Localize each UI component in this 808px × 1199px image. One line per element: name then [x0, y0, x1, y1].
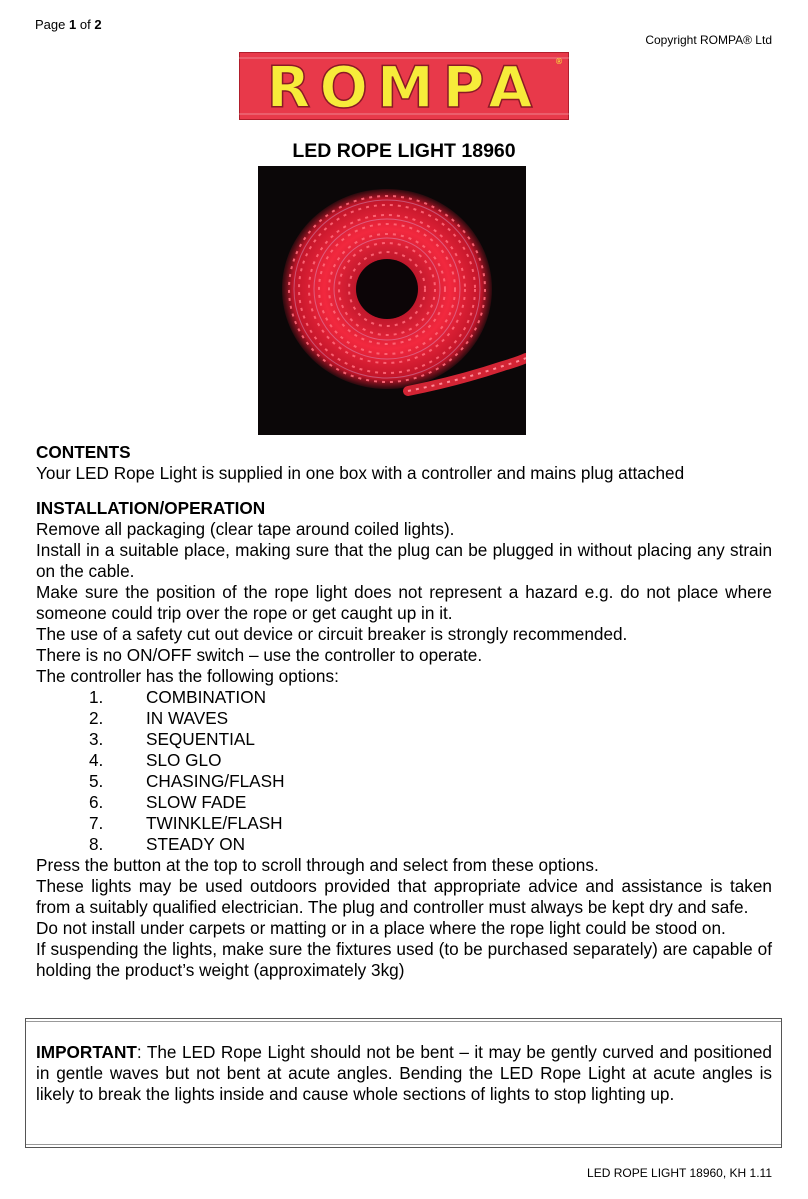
page-of: of [79, 17, 91, 32]
list-item-label: SLOW FADE [146, 792, 247, 812]
list-item-number: 5. [89, 771, 104, 791]
list-item-number: 6. [89, 792, 104, 812]
list-item-number: 8. [89, 834, 104, 854]
page-current: 1 [69, 17, 77, 32]
important-text: : The LED Rope Light should not be bent – it may be gently curved and positioned in gentle waves but not bent at acute angles. Bending the LED Rope Light at acute angles is likely to break the lights inside and cause whole sections of lights to stop lighting up. [36, 1042, 772, 1104]
logo-registered-mark: ® [555, 57, 563, 66]
list-item-number: 4. [89, 750, 104, 770]
contents-heading: CONTENTS [36, 442, 131, 462]
list-item-number: 2. [89, 708, 104, 728]
important-notice [36, 1042, 772, 1105]
paragraph: There is no ON/OFF switch – use the controller to operate. [36, 645, 483, 665]
contents-text: Your LED Rope Light is supplied in one box with a controller and mains plug attached [36, 463, 685, 483]
list-item [36, 792, 772, 813]
installation-heading: INSTALLATION/OPERATION [36, 498, 266, 518]
page-label: Page [35, 17, 66, 32]
footer-reference: LED ROPE LIGHT 18960, KH 1.11 [587, 1166, 772, 1180]
page-total: 2 [94, 17, 102, 32]
paragraph: Install in a suitable place, making sure that the plug can be plugged in without placing any strain on the cable. [36, 540, 772, 581]
list-item [36, 750, 772, 771]
list-item-label: CHASING/FLASH [146, 771, 285, 791]
page-title: LED ROPE LIGHT 18960 [292, 140, 516, 162]
paragraph: If suspending the lights, make sure the fixtures used (to be purchased separately) are capable of holding the product’s weight (approximately 3kg) [36, 939, 772, 980]
list-item-number: 1. [89, 687, 104, 707]
list-item [36, 771, 772, 792]
list-item-label: COMBINATION [146, 687, 266, 707]
paragraph: These lights may be used outdoors provided that appropriate advice and assistance is taken from a suitably qualified electrician. The plug and controller must always be kept dry and safe. [36, 876, 772, 917]
paragraph: Make sure the position of the rope light does not represent a hazard e.g. do not place where someone could trip over the rope or get caught up in it. [36, 582, 772, 623]
paragraph: Do not install under carpets or matting or in a place where the rope light could be stood on. [36, 918, 726, 938]
rompa-logo [239, 52, 569, 120]
list-item-label: SEQUENTIAL [146, 729, 255, 749]
list-item-label: TWINKLE/FLASH [146, 813, 283, 833]
list-item-label: STEADY ON [146, 834, 246, 854]
paragraph: Press the button at the top to scroll through and select from these options. [36, 855, 599, 875]
paragraph: The controller has the following options: [36, 666, 339, 686]
paragraph: The use of a safety cut out device or circuit breaker is strongly recommended. [36, 624, 628, 644]
list-item-label: IN WAVES [146, 708, 229, 728]
options-list [36, 687, 772, 855]
list-item-number: 7. [89, 813, 104, 833]
product-photo [258, 166, 526, 435]
list-item-label: SLO GLO [146, 750, 222, 770]
installation-section [36, 498, 772, 981]
rope-light-coil-image [258, 166, 526, 435]
paragraph: Remove all packaging (clear tape around coiled lights). [36, 519, 455, 539]
contents-section [36, 442, 772, 484]
logo-wordmark: ROMPA [266, 55, 542, 120]
page-number [35, 17, 102, 32]
list-item [36, 813, 772, 834]
list-item [36, 708, 772, 729]
list-item [36, 729, 772, 750]
copyright-notice: Copyright ROMPA® Ltd [645, 33, 772, 47]
list-item [36, 834, 772, 855]
list-item [36, 687, 772, 708]
important-label: IMPORTANT [36, 1042, 137, 1062]
list-item-number: 3. [89, 729, 104, 749]
